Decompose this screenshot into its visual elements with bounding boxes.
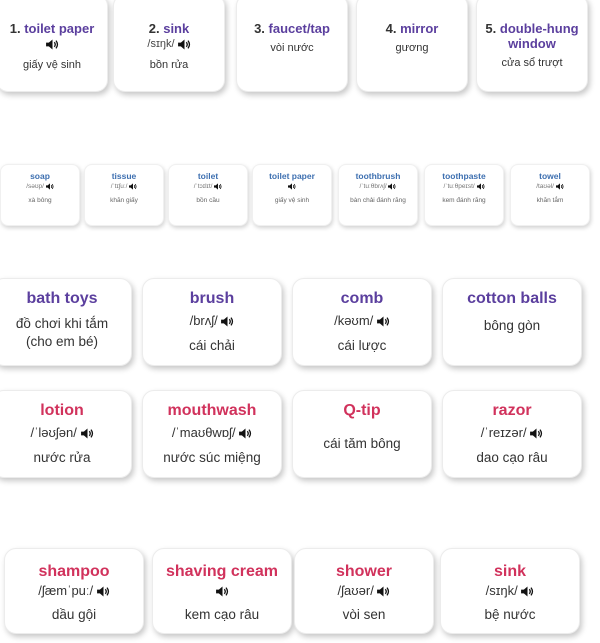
meaning: giấy vệ sinh (274, 197, 310, 204)
meaning: nước súc miệng (163, 450, 261, 465)
phonetic: /ʃæmˈpuː/ (38, 583, 94, 598)
word: toothpaste (442, 171, 486, 181)
phonetic: /taʊəl/ (536, 183, 554, 190)
speaker-icon[interactable] (221, 316, 234, 327)
vocab-card-faucet[interactable] (236, 0, 348, 92)
meaning: khăn giấy (110, 197, 138, 204)
word: sink (163, 21, 190, 36)
speaker-icon[interactable] (216, 586, 229, 597)
meaning: cửa sổ trượt (501, 57, 563, 69)
word: brush (189, 290, 235, 307)
meaning: nước rửa (33, 450, 91, 465)
speaker-icon[interactable] (214, 183, 222, 190)
meaning: kem đánh răng (442, 197, 486, 204)
speaker-icon[interactable] (46, 39, 59, 50)
speaker-icon[interactable] (178, 39, 191, 50)
word: Q-tip (343, 402, 381, 419)
phonetic: /ˈtɪʃuː/ (110, 183, 128, 190)
word: toilet paper (24, 21, 95, 36)
word: shower (335, 563, 392, 580)
meaning: dầu gội (51, 607, 97, 622)
item-number: 1. (9, 21, 21, 36)
speaker-icon[interactable] (377, 316, 390, 327)
meaning: dao cạo râu (476, 450, 548, 465)
phonetic: /ʃaʊər/ (337, 583, 374, 598)
word: tissue (111, 171, 137, 181)
speaker-icon[interactable] (530, 428, 543, 439)
speaker-icon[interactable] (81, 428, 94, 439)
speaker-icon[interactable] (477, 183, 485, 190)
word: double-hung window (499, 21, 579, 51)
vocab-card-double-hung-window[interactable] (476, 0, 588, 92)
speaker-icon[interactable] (46, 183, 54, 190)
speaker-icon[interactable] (288, 183, 296, 190)
vocab-card-cotton-balls[interactable] (442, 278, 582, 366)
word: soap (30, 171, 50, 181)
vocab-card-comb[interactable] (292, 278, 432, 366)
meaning: bông gòn (483, 318, 541, 333)
meaning: gương (395, 42, 429, 54)
vocab-card-bath-toys[interactable] (0, 278, 132, 366)
phonetic: /sɪŋk/ (147, 38, 175, 50)
word: shampoo (38, 563, 110, 580)
word: toilet (197, 171, 219, 181)
word: comb (340, 290, 384, 307)
word: cotton balls (467, 290, 557, 307)
word: toilet paper (269, 171, 315, 181)
speaker-icon[interactable] (129, 183, 137, 190)
mini-card-toothbrush[interactable] (338, 164, 418, 226)
vocab-card-razor[interactable] (442, 390, 582, 478)
item-number: 3. (254, 21, 265, 36)
item-number: 5. (485, 21, 497, 36)
phonetic: /ˈtɔɪlɪt/ (193, 183, 213, 190)
vocab-card-q-tip[interactable] (292, 390, 432, 478)
phonetic: /sɪŋk/ (485, 583, 518, 598)
speaker-icon[interactable] (556, 183, 564, 190)
phonetic: /səʊp/ (26, 183, 44, 190)
vocab-card-mouthwash[interactable] (142, 390, 282, 478)
mini-card-tissue[interactable] (84, 164, 164, 226)
speaker-icon[interactable] (239, 428, 252, 439)
speaker-icon[interactable] (97, 586, 110, 597)
vocab-card-sink-2[interactable] (440, 548, 580, 634)
meaning: cái chải (189, 338, 235, 353)
speaker-icon[interactable] (377, 586, 390, 597)
phonetic: /ˈreɪzər/ (480, 425, 527, 440)
phonetic: /ˈləʊʃən/ (30, 425, 77, 440)
meaning-line: đồ chơi khi tắm (15, 316, 109, 331)
phonetic: /brʌʃ/ (189, 313, 218, 328)
word: mouthwash (167, 402, 257, 419)
vocab-card-brush[interactable] (142, 278, 282, 366)
meaning: cái tăm bông (323, 436, 401, 451)
meaning: bệ nước (484, 607, 536, 622)
meaning: vòi nước (270, 42, 314, 54)
vocab-card-shampoo[interactable] (4, 548, 144, 634)
meaning: cái lược (337, 338, 387, 353)
phonetic: /kəʊm/ (334, 313, 374, 328)
phonetic: /ˈmaʊθwɒʃ/ (171, 425, 236, 440)
meaning (0, 315, 131, 351)
vocab-card-toilet-paper[interactable] (0, 0, 108, 92)
word: shaving cream (165, 563, 279, 580)
word: mirror (400, 21, 439, 36)
meaning: vòi sen (342, 607, 386, 622)
mini-card-soap[interactable] (0, 164, 80, 226)
meaning: kem cạo râu (184, 607, 260, 622)
mini-card-towel[interactable] (510, 164, 590, 226)
speaker-icon[interactable] (521, 586, 534, 597)
meaning: bồn rửa (149, 59, 189, 71)
phonetic: /ˈtuːθbrʌʃ/ (359, 183, 387, 190)
vocab-card-shaving-cream[interactable] (152, 548, 292, 634)
item-number: 4. (385, 21, 397, 36)
meaning: bồn cầu (196, 197, 220, 204)
vocab-card-lotion[interactable] (0, 390, 132, 478)
speaker-icon[interactable] (388, 183, 396, 190)
mini-card-toilet[interactable] (168, 164, 248, 226)
word: toothbrush (355, 171, 401, 181)
meaning: bàn chải đánh răng (350, 197, 406, 204)
meaning: khăn tắm (536, 197, 564, 204)
word: razor (492, 402, 532, 419)
mini-card-toothpaste[interactable] (424, 164, 504, 226)
word: faucet/tap (268, 21, 330, 36)
meaning: giấy vệ sinh (22, 59, 82, 71)
meaning-line: (cho em bé) (25, 334, 99, 349)
vocab-card-mirror[interactable] (356, 0, 468, 92)
item-number: 2. (148, 21, 160, 36)
mini-card-toilet-paper[interactable] (252, 164, 332, 226)
word: bath toys (26, 290, 98, 307)
word: towel (539, 171, 561, 181)
vocab-card-sink[interactable] (113, 0, 225, 92)
word: lotion (40, 402, 84, 419)
phonetic: /ˈtuːθpeɪst/ (443, 183, 475, 190)
word: sink (493, 563, 526, 580)
vocab-card-shower[interactable] (294, 548, 434, 634)
meaning: xà bông (28, 197, 52, 204)
